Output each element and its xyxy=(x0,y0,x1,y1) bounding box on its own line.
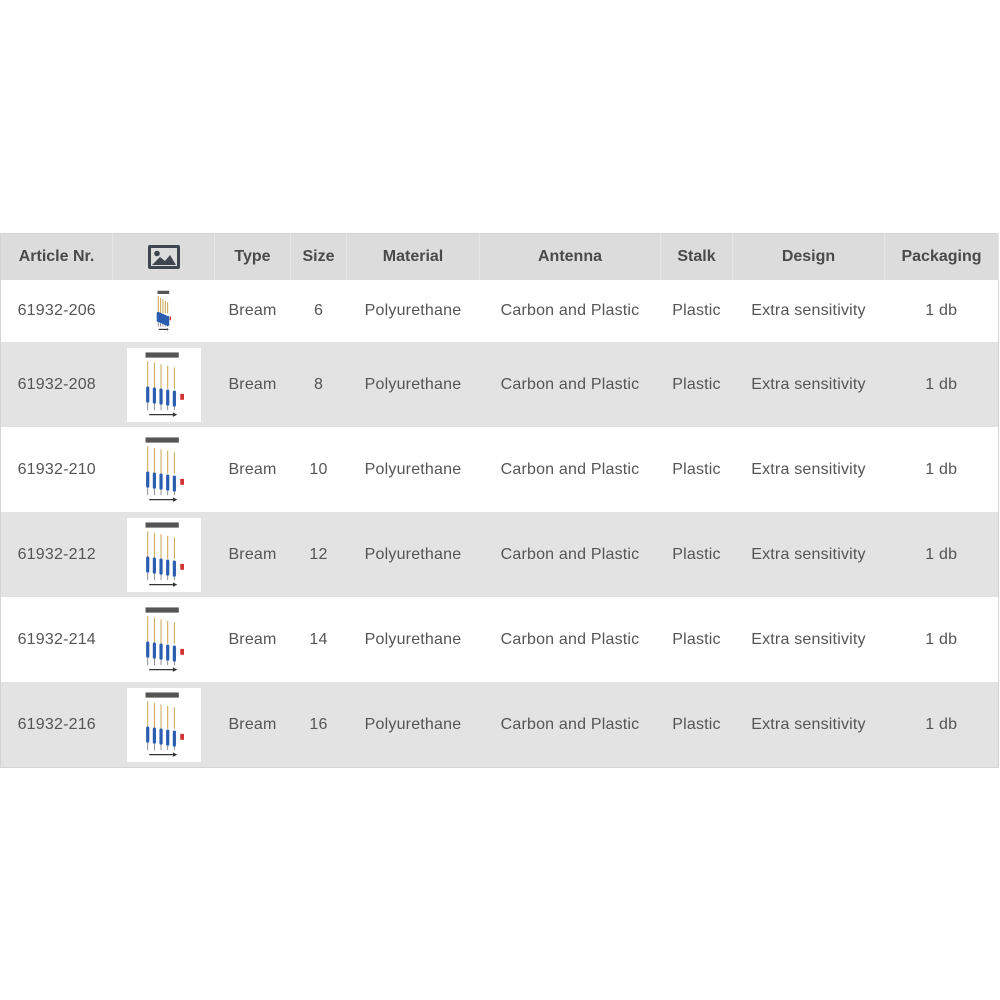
cell-type: Bream xyxy=(228,545,277,563)
table-row xyxy=(1,342,999,427)
cell-antenna: Carbon and Plastic xyxy=(500,545,640,563)
cell-antenna: Carbon and Plastic xyxy=(500,460,640,478)
cell-image xyxy=(113,427,215,512)
table-row xyxy=(1,427,999,512)
cell-stalk: Plastic xyxy=(672,302,721,319)
header-design: Design xyxy=(733,234,885,281)
product-thumbnail[interactable] xyxy=(127,603,201,677)
cell-size: 10 xyxy=(309,460,328,478)
header-size: Size xyxy=(291,234,347,281)
cell-antenna: Carbon and Plastic xyxy=(500,715,640,733)
cell-antenna: Carbon and Plastic xyxy=(500,302,640,319)
table-row xyxy=(1,512,999,597)
cell-design: Extra sensitivity xyxy=(751,460,866,478)
cell-stalk: Plastic xyxy=(672,715,721,733)
cell-type: Bream xyxy=(228,630,277,648)
cell-size: 16 xyxy=(309,715,328,733)
cell-size: 6 xyxy=(313,302,324,319)
cell-image xyxy=(113,682,215,768)
cell-material: Polyurethane xyxy=(364,715,462,733)
cell-article: 61932-216 xyxy=(17,715,96,733)
table-body xyxy=(1,280,999,768)
cell-material: Polyurethane xyxy=(364,460,462,478)
cell-material: Polyurethane xyxy=(364,630,462,648)
product-thumbnail[interactable] xyxy=(127,688,201,762)
cell-article: 61932-206 xyxy=(17,302,96,319)
cell-packaging: 1 db xyxy=(925,715,958,733)
header-antenna: Antenna xyxy=(480,234,661,281)
cell-article: 61932-210 xyxy=(17,460,96,478)
cell-image xyxy=(113,597,215,682)
cell-packaging: 1 db xyxy=(925,630,958,648)
cell-material: Polyurethane xyxy=(364,302,462,319)
product-thumbnail[interactable] xyxy=(127,433,201,507)
cell-type: Bream xyxy=(228,460,277,478)
table-row xyxy=(1,597,999,682)
cell-material: Polyurethane xyxy=(364,545,462,563)
cell-article: 61932-208 xyxy=(17,375,96,393)
cell-packaging: 1 db xyxy=(925,375,958,393)
header-image xyxy=(113,234,215,281)
cell-stalk: Plastic xyxy=(672,375,721,393)
cell-packaging: 1 db xyxy=(925,545,958,563)
cell-stalk: Plastic xyxy=(672,545,721,563)
cell-image xyxy=(113,342,215,427)
cell-packaging: 1 db xyxy=(925,302,958,319)
header-material: Material xyxy=(347,234,480,281)
cell-antenna: Carbon and Plastic xyxy=(500,630,640,648)
cell-image xyxy=(113,512,215,597)
cell-size: 14 xyxy=(309,630,328,648)
product-thumbnail[interactable] xyxy=(151,288,177,334)
cell-type: Bream xyxy=(228,302,277,319)
cell-type: Bream xyxy=(228,375,277,393)
cell-article: 61932-214 xyxy=(17,630,96,648)
header-packaging: Packaging xyxy=(885,234,999,281)
product-table-container xyxy=(0,233,998,768)
table-row xyxy=(1,682,999,768)
product-table xyxy=(0,233,999,768)
cell-type: Bream xyxy=(228,715,277,733)
cell-design: Extra sensitivity xyxy=(751,715,866,733)
cell-image xyxy=(113,280,215,342)
cell-design: Extra sensitivity xyxy=(751,375,866,393)
cell-antenna: Carbon and Plastic xyxy=(500,375,640,393)
cell-size: 12 xyxy=(309,545,328,563)
cell-design: Extra sensitivity xyxy=(751,302,866,319)
cell-packaging: 1 db xyxy=(925,460,958,478)
table-row xyxy=(1,280,999,342)
header-stalk: Stalk xyxy=(661,234,733,281)
cell-design: Extra sensitivity xyxy=(751,545,866,563)
table-header-row xyxy=(1,234,999,281)
product-thumbnail[interactable] xyxy=(127,518,201,592)
header-type: Type xyxy=(215,234,291,281)
cell-material: Polyurethane xyxy=(364,375,462,393)
header-article: Article Nr. xyxy=(1,234,113,281)
cell-size: 8 xyxy=(313,375,324,393)
image-icon xyxy=(113,245,214,269)
cell-design: Extra sensitivity xyxy=(751,630,866,648)
cell-stalk: Plastic xyxy=(672,460,721,478)
cell-stalk: Plastic xyxy=(672,630,721,648)
cell-article: 61932-212 xyxy=(17,545,96,563)
product-thumbnail[interactable] xyxy=(127,348,201,422)
